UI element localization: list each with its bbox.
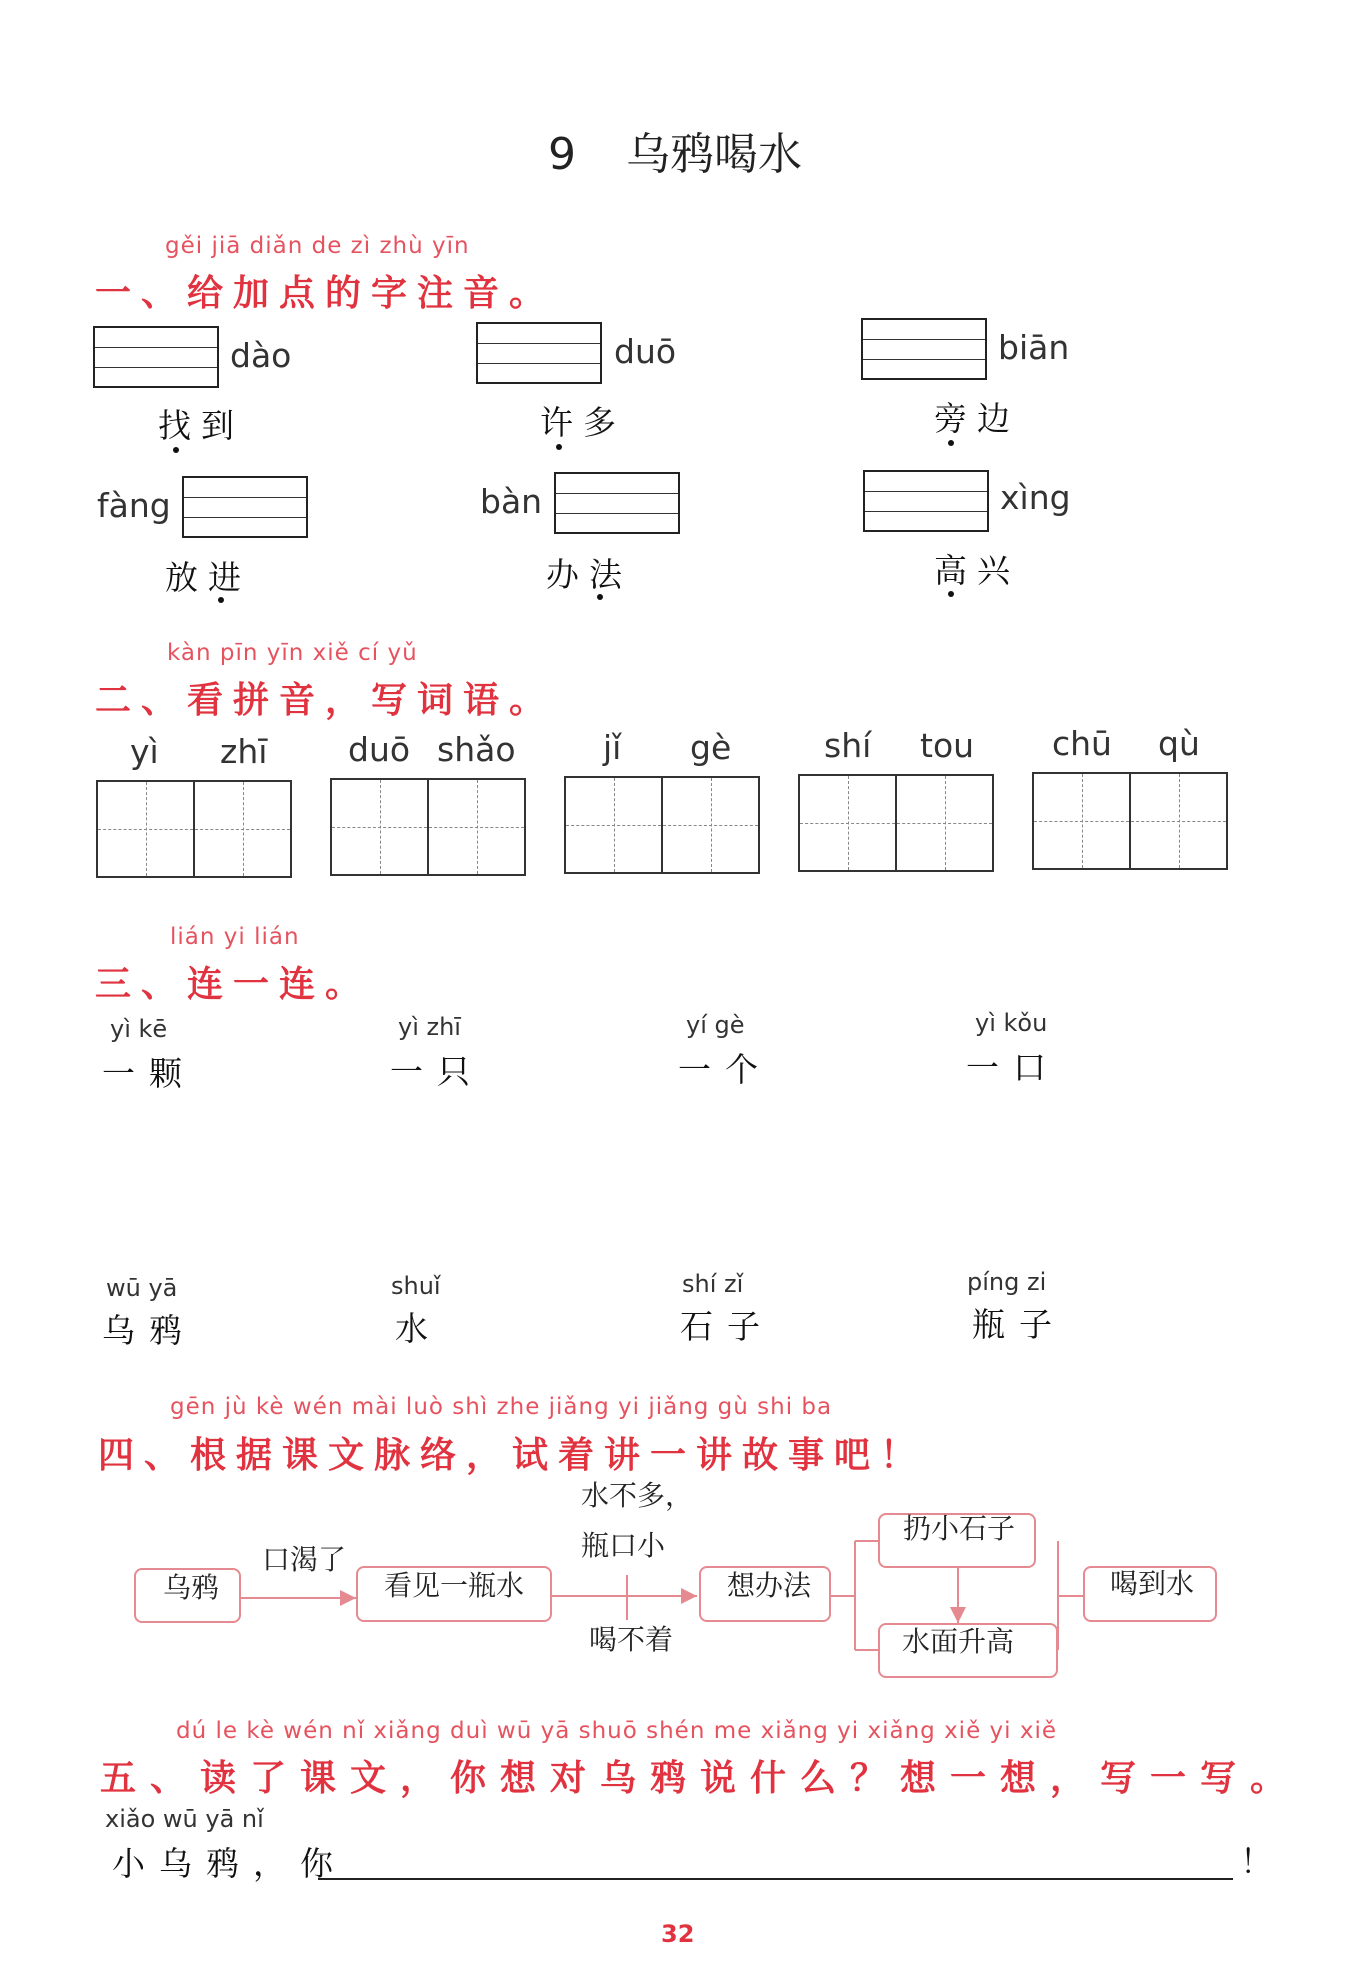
section5-heading: 五、读了课文，你想对乌鸦说什么？想一想，写一写。 [100,1757,1301,1799]
flow-label: 看见一瓶水 [384,1569,525,1602]
flow-label: 扔小石子 [903,1512,1016,1545]
word-pinyin-1: yì [130,732,159,771]
word-pinyin-2: gè [690,728,732,767]
word: 高兴 [934,551,1020,590]
match-pinyin: yì kē [110,1015,168,1043]
word-pinyin-2: shǎo [437,730,516,769]
word-pinyin-2: qù [1158,724,1200,763]
lesson-number: 9 [548,129,576,180]
flow-label: 喝不着 [589,1623,674,1656]
match-item-top[interactable]: 一颗 [102,1054,196,1093]
match-pinyin: wū yā [106,1274,178,1302]
match-pinyin: píng zi [967,1268,1047,1296]
given-pinyin: duō [614,332,677,371]
word-pinyin-2: zhī [220,732,268,771]
section4-pinyin: gēn jù kè wén mài luò shì zhe jiǎng yi jiǎng gù shi ba [170,1394,833,1420]
given-pinyin: bàn [480,482,543,521]
given-pinyin: biān [998,328,1070,367]
section3-heading: 三、连一连。 [95,963,372,1005]
section3-pinyin: lián yi lián [170,924,300,950]
word-pinyin-1: jǐ [603,728,622,767]
word: 放进 [165,558,251,597]
section2-pinyin: kàn pīn yīn xiě cí yǔ [167,640,418,666]
word: 旁边 [934,399,1020,438]
page-number: 32 [661,1920,695,1948]
word-pinyin-2: tou [920,726,975,765]
section1-pinyin: gěi jiā diǎn de zì zhù yīn [165,233,470,259]
lesson-title: 乌鸦喝水 [626,129,802,180]
match-item-top[interactable]: 一只 [390,1052,484,1091]
word-pinyin-1: shí [824,726,872,765]
flow-label: 瓶口小 [581,1529,666,1562]
flow-label: 水不多， [581,1479,694,1512]
answer-line[interactable] [318,1878,1233,1880]
flow-label: 水面升高 [902,1625,1015,1658]
match-item-bottom[interactable]: 水 [395,1309,442,1348]
word: 办法 [546,555,632,594]
flow-label: 喝到水 [1110,1567,1195,1600]
match-pinyin: yì zhī [398,1013,461,1041]
match-item-bottom[interactable]: 乌鸦 [102,1311,196,1350]
given-pinyin: xìng [1000,478,1071,517]
answer-prompt: 小乌鸦，你 [112,1844,347,1883]
exclamation-mark: ！ [1240,1842,1287,1881]
given-pinyin: fàng [97,486,171,525]
word-pinyin-1: chū [1052,724,1112,763]
match-item-top[interactable]: 一个 [678,1050,772,1089]
flow-label: 想办法 [727,1569,812,1602]
match-item-bottom[interactable]: 瓶子 [972,1305,1066,1344]
word: 许多 [540,403,626,442]
match-pinyin: yì kǒu [975,1009,1048,1037]
section2-heading: 二、看拼音，写词语。 [95,679,556,721]
match-item-top[interactable]: 一口 [966,1048,1060,1087]
match-pinyin: yí gè [686,1011,745,1039]
flow-label: 乌鸦 [163,1571,220,1604]
match-item-bottom[interactable]: 石子 [680,1307,774,1346]
given-pinyin: dào [230,336,292,375]
section4-heading: 四、根据课文脉络，试着讲一讲故事吧！ [98,1434,927,1476]
word: 找到 [158,406,244,445]
flow-label: 口渴了 [262,1543,347,1576]
section5-pinyin: dú le kè wén nǐ xiǎng duì wū yā shuō shén me xiǎng yi xiǎng xiě yi xiě [176,1718,1057,1744]
answer-pinyin: xiǎo wū yā nǐ [105,1805,264,1833]
section1-heading: 一、给加点的字注音。 [95,272,556,314]
word-pinyin-1: duō [348,730,411,769]
match-pinyin: shuǐ [391,1272,441,1300]
match-pinyin: shí zǐ [682,1270,744,1298]
